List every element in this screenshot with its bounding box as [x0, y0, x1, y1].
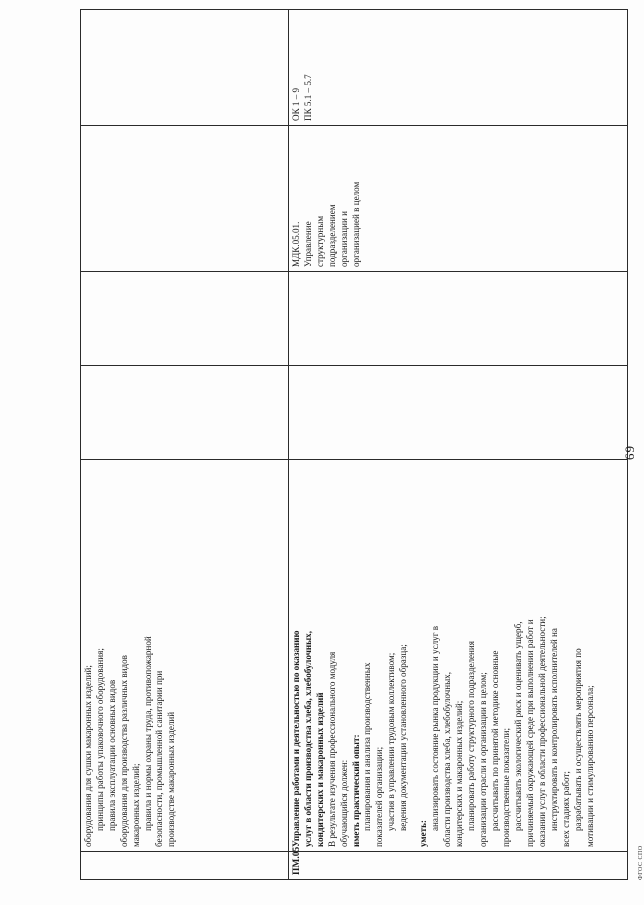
text-line: рассчитывать по принятой методике основные: [489, 650, 500, 831]
text-line: правила и нормы охраны труда, противопожарной: [142, 636, 153, 831]
text-line: производстве макаронных изделий: [166, 711, 177, 847]
text-line: структурным: [314, 215, 325, 267]
text-line: МДК.05.01.: [291, 221, 301, 267]
empty-cell: [81, 126, 289, 272]
text-line: всех стадиях работ;: [560, 771, 571, 847]
module-code: ПМ.05: [292, 846, 302, 875]
competence-cell: [289, 10, 628, 126]
text-line: производственные показатели;: [501, 727, 512, 847]
text-line: мотивации и стимулированию персонала;: [584, 685, 595, 847]
text-line: [410, 464, 418, 847]
table-row-continuation: [81, 10, 289, 880]
requirements-list: [291, 464, 597, 847]
text-line: В результате изучения профессионального модуля: [326, 651, 337, 847]
text-line: Управление: [302, 221, 313, 267]
text-line: причиняемый окружающей среде при выполнении работ и: [525, 619, 536, 847]
page-number: 69: [622, 445, 637, 460]
text-line: инструктировать и контролировать исполнителей на: [549, 628, 560, 831]
text-line: планировать работу структурного подразделения: [465, 641, 476, 831]
code-cell: [81, 852, 289, 880]
text-line: оборудования для сушки макаронных изделий;: [83, 665, 93, 847]
empty-cell: [289, 272, 628, 366]
text-line: ведения документации установленного образца;: [398, 644, 409, 831]
text-line: услуг в области производства хлеба, хлебобулочных,: [302, 631, 313, 847]
course-cell: [289, 126, 628, 272]
footer-mark: ФГОС СПО: [638, 845, 644, 880]
text-line: разрабатывать и осуществлять мероприятия по: [572, 648, 583, 831]
table-row-pm05: [289, 10, 628, 880]
curriculum-table: [80, 9, 628, 880]
course-name: [291, 130, 362, 267]
text-line: кондитерских и макаронных изделий: [314, 692, 325, 847]
empty-cell: [81, 10, 289, 126]
empty-cell: [81, 272, 289, 366]
text-line: организации и: [338, 211, 349, 267]
text-line: оборудования для производства различных видов: [118, 655, 129, 847]
text-line: безопасности, промышленной санитарии при: [154, 670, 165, 847]
requirements-list: [83, 464, 178, 847]
text-line: анализировать состояние рынка продукции и услуг в: [429, 625, 440, 831]
text-line: области производства хлеба, хлебобулочных,: [441, 671, 452, 847]
text-line: иметь практический опыт:: [350, 734, 361, 847]
text-line: макаронных изделий;: [130, 763, 141, 847]
code-cell: [289, 846, 628, 880]
text-line: организации отрасли и организации в целом;: [477, 672, 488, 847]
text-line: рассчитывать экологический риск и оценивать ущерб,: [513, 621, 524, 831]
text-line: обучающийся должен:: [338, 759, 349, 847]
text-line: ПК 5.1 – 5.7: [302, 74, 313, 121]
text-line: принципы работы упаковочного оборудования;: [94, 648, 105, 831]
content-cell: [81, 460, 289, 852]
text-line: показателей организации;: [374, 746, 385, 847]
text-line: правила эксплуатации основных видов: [106, 679, 117, 831]
rotated-page: [80, 10, 644, 880]
text-line: планирования и анализа производственных: [362, 662, 373, 831]
empty-cell: [81, 366, 289, 460]
text-line: подразделением: [326, 204, 337, 267]
text-line: уметь:: [418, 820, 429, 847]
text-line: ОК 1 – 9: [291, 87, 301, 121]
text-line: оказании услуг в области профессиональной деятельности;: [537, 616, 548, 847]
competence-codes: [291, 14, 315, 121]
text-line: организацией в целом: [350, 181, 361, 267]
text-line: кондитерских и макаронных изделий;: [453, 700, 464, 847]
text-line: участия в управлении трудовым коллективом;: [386, 652, 397, 831]
content-cell: [289, 460, 628, 852]
empty-cell: [289, 366, 628, 460]
text-line: Управление работами и деятельностью по оказанию: [291, 630, 301, 847]
